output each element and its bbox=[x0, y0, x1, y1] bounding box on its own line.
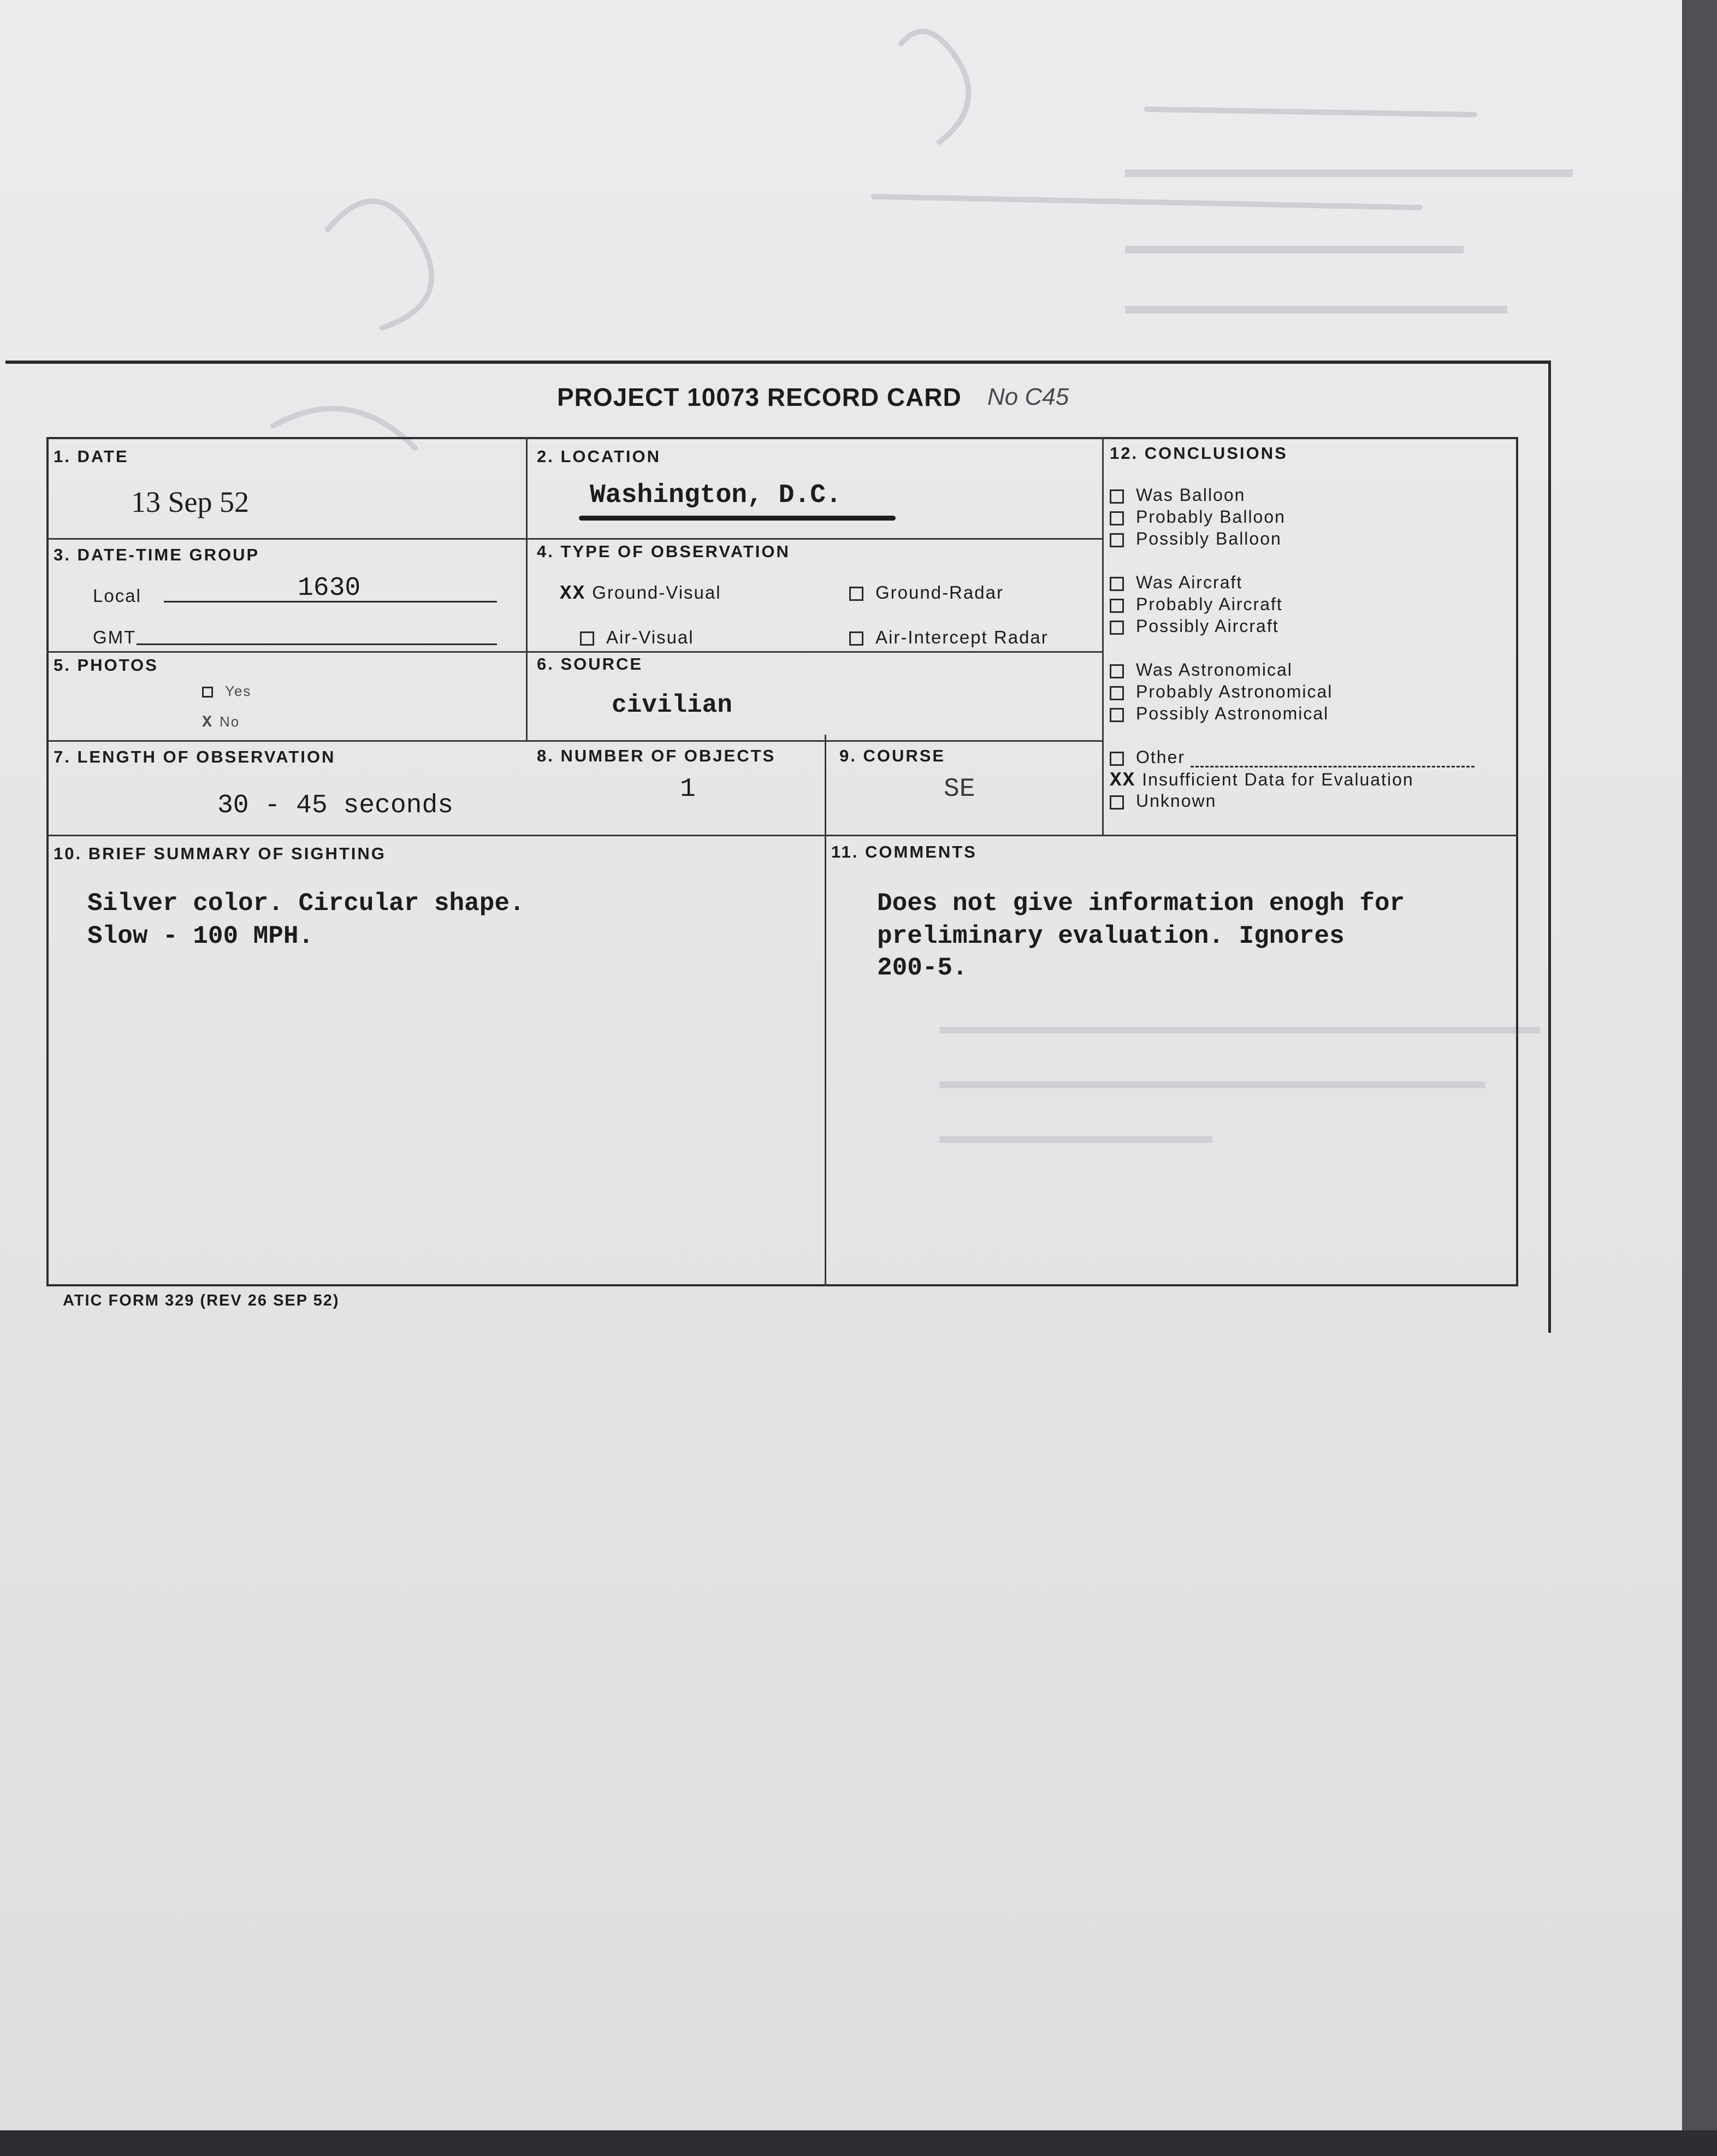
checkbox-icon bbox=[1110, 533, 1124, 547]
check-mark-icon: XX bbox=[560, 582, 586, 605]
location-underline bbox=[579, 516, 896, 521]
option-ground-radar[interactable] bbox=[849, 582, 1004, 603]
divider bbox=[46, 740, 1102, 742]
course-label: 9. COURSE bbox=[839, 746, 946, 765]
conclusion-option[interactable] bbox=[1110, 594, 1283, 615]
conclusion-label: Probably Astronomical bbox=[1136, 682, 1333, 701]
checkbox-icon bbox=[202, 687, 213, 698]
checkbox-icon bbox=[1110, 708, 1124, 722]
conclusion-option[interactable] bbox=[1110, 704, 1329, 724]
local-label: Local bbox=[93, 586, 141, 606]
conclusion-label: Probably Balloon bbox=[1136, 507, 1286, 527]
conclusion-option[interactable] bbox=[1110, 660, 1293, 680]
option-ground-visual[interactable] bbox=[560, 582, 721, 605]
scan-edge-bottom bbox=[0, 2130, 1717, 2156]
divider bbox=[1102, 437, 1104, 836]
other-line bbox=[1191, 766, 1475, 767]
conclusion-option[interactable] bbox=[1110, 747, 1475, 767]
comments-label: 11. COMMENTS bbox=[831, 842, 977, 861]
comments-line-3: 200-5. bbox=[877, 954, 968, 982]
location-value: Washington, D.C. bbox=[590, 481, 842, 510]
conclusion-option[interactable] bbox=[1110, 529, 1282, 549]
objects-label: 8. NUMBER OF OBJECTS bbox=[537, 746, 776, 765]
photos-yes[interactable] bbox=[202, 683, 251, 700]
comments-line-1: Does not give information enogh for bbox=[877, 889, 1405, 918]
source-value: civilian bbox=[612, 691, 732, 719]
option-air-visual[interactable] bbox=[580, 627, 694, 648]
conclusion-option[interactable] bbox=[1110, 791, 1216, 811]
comments-line-2: preliminary evaluation. Ignores bbox=[877, 922, 1345, 950]
checkbox-icon bbox=[1110, 511, 1124, 525]
checkbox-icon bbox=[1110, 577, 1124, 591]
date-time-group-label: 3. DATE-TIME GROUP bbox=[54, 545, 260, 564]
card-number: No C45 bbox=[987, 383, 1069, 410]
option-label: Yes bbox=[225, 683, 252, 699]
divider bbox=[46, 651, 1102, 653]
length-value: 30 - 45 seconds bbox=[217, 791, 454, 820]
divider bbox=[825, 735, 826, 1286]
conclusion-label: Was Balloon bbox=[1136, 485, 1246, 505]
conclusion-label: Probably Aircraft bbox=[1136, 594, 1283, 614]
scan-edge-right bbox=[1682, 0, 1717, 2156]
checkbox-icon bbox=[1110, 795, 1124, 810]
checkbox-icon bbox=[580, 631, 594, 646]
option-label: Air-Visual bbox=[606, 627, 694, 647]
conclusion-label: Possibly Aircraft bbox=[1136, 616, 1279, 636]
conclusion-label: Unknown bbox=[1136, 791, 1217, 811]
option-label: Ground-Visual bbox=[592, 582, 721, 603]
checkbox-icon bbox=[1110, 752, 1124, 766]
conclusion-label: Was Aircraft bbox=[1136, 572, 1243, 592]
gmt-line bbox=[137, 643, 497, 645]
divider bbox=[526, 437, 528, 740]
photos-no[interactable] bbox=[202, 713, 240, 732]
option-air-intercept-radar[interactable] bbox=[849, 627, 1049, 648]
local-time-value: 1630 bbox=[298, 574, 361, 603]
summary-label: 10. BRIEF SUMMARY OF SIGHTING bbox=[54, 844, 386, 863]
conclusion-option[interactable] bbox=[1110, 769, 1414, 791]
conclusion-label: Possibly Balloon bbox=[1136, 529, 1282, 548]
course-value: SE bbox=[944, 775, 975, 804]
conclusion-option[interactable] bbox=[1110, 616, 1279, 636]
date-label: 1. DATE bbox=[54, 447, 129, 466]
divider bbox=[46, 538, 1102, 540]
location-label: 2. LOCATION bbox=[537, 447, 661, 466]
conclusion-label: Was Astronomical bbox=[1136, 660, 1293, 680]
photos-label: 5. PHOTOS bbox=[54, 655, 158, 675]
check-mark-icon: X bbox=[202, 713, 214, 732]
conclusion-label: Insufficient Data for Evaluation bbox=[1142, 770, 1414, 789]
summary-line-2: Slow - 100 MPH. bbox=[87, 922, 314, 950]
conclusion-option[interactable] bbox=[1110, 507, 1286, 527]
checkbox-icon bbox=[849, 587, 863, 601]
summary-line-1: Silver color. Circular shape. bbox=[87, 889, 525, 918]
objects-value: 1 bbox=[680, 775, 696, 804]
date-value: 13 Sep 52 bbox=[131, 486, 249, 518]
option-label: Air-Intercept Radar bbox=[875, 627, 1049, 647]
checkbox-icon bbox=[1110, 664, 1124, 678]
divider bbox=[46, 835, 1518, 836]
source-label: 6. SOURCE bbox=[537, 654, 643, 674]
option-label: No bbox=[220, 713, 240, 730]
form-number-footer: ATIC FORM 329 (REV 26 SEP 52) bbox=[63, 1292, 340, 1309]
check-mark-icon: XX bbox=[1110, 769, 1136, 791]
checkbox-icon bbox=[1110, 621, 1124, 635]
type-of-observation-label: 4. TYPE OF OBSERVATION bbox=[537, 542, 790, 561]
conclusion-label: Possibly Astronomical bbox=[1136, 704, 1329, 723]
conclusion-option[interactable] bbox=[1110, 485, 1245, 505]
conclusion-option[interactable] bbox=[1110, 572, 1242, 593]
checkbox-icon bbox=[849, 631, 863, 646]
card-title: PROJECT 10073 RECORD CARD bbox=[557, 383, 962, 411]
conclusions-label: 12. CONCLUSIONS bbox=[1110, 444, 1288, 463]
checkbox-icon bbox=[1110, 686, 1124, 700]
length-label: 7. LENGTH OF OBSERVATION bbox=[54, 747, 336, 766]
checkbox-icon bbox=[1110, 599, 1124, 613]
checkbox-icon bbox=[1110, 489, 1124, 504]
conclusion-label: Other bbox=[1136, 747, 1186, 767]
conclusion-option[interactable] bbox=[1110, 682, 1333, 702]
gmt-label: GMT bbox=[93, 627, 137, 647]
option-label: Ground-Radar bbox=[875, 582, 1004, 603]
